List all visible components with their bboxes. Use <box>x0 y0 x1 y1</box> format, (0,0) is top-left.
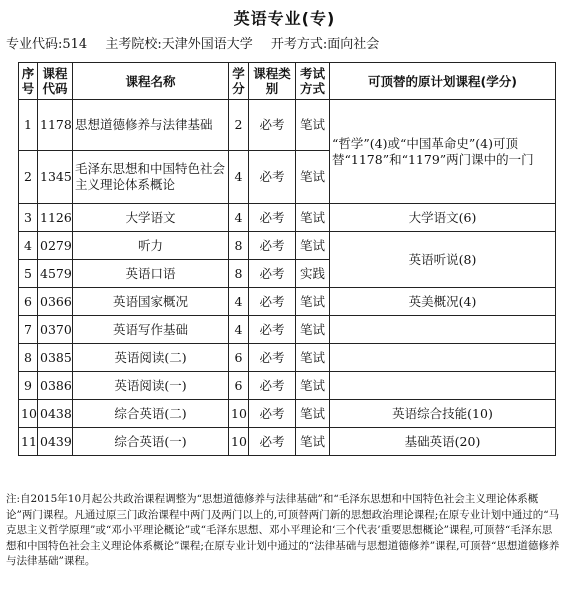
cell-code: 0385 <box>38 344 73 372</box>
major-code: 专业代码:514 <box>6 37 88 52</box>
cell-credit: 6 <box>229 344 249 372</box>
cell-credit: 10 <box>229 428 249 456</box>
table-header-row <box>19 63 556 100</box>
cell-exam: 笔试 <box>296 232 330 260</box>
cell-type: 必考 <box>249 372 296 400</box>
table-row <box>19 316 556 344</box>
footnote: 注:自2015年10月起公共政治课程调整为“思想道德修养与法律基础”和“毛泽东思想和中国特色社会主义理论体系概论”两门课程。凡通过原三门政治课程中两门及两门以上的,可顶替两门新的思想政治理论课程;在原专业计划中通过的“马克思主义哲学原理”或“邓小平理论概论”或“毛泽东思想、邓小平理论和‘三个代表’重要思想概论”课程,可顶替“毛泽东思想和中国特色社会主义理论体系概论”课程;在原专业计划中通过的“法律基础与思想道德修养”课程,可顶替“思想道德修养与法律基础”课程。 <box>6 493 560 567</box>
cell-seq: 7 <box>19 316 38 344</box>
cell-exam: 笔试 <box>296 428 330 456</box>
cell-name: 听力 <box>73 232 229 260</box>
col-header-replace: 可顶替的原计划课程(学分) <box>330 63 556 100</box>
cell-type: 必考 <box>249 428 296 456</box>
cell-replace: 英语综合技能(10) <box>330 400 556 428</box>
cell-credit: 4 <box>229 151 249 204</box>
table-row <box>19 232 556 260</box>
cell-seq: 5 <box>19 260 38 288</box>
cell-credit: 6 <box>229 372 249 400</box>
cell-code: 0366 <box>38 288 73 316</box>
cell-code: 1345 <box>38 151 73 204</box>
cell-type: 必考 <box>249 316 296 344</box>
cell-replace <box>330 344 556 372</box>
cell-exam: 笔试 <box>296 344 330 372</box>
major-info <box>6 33 393 52</box>
course-table <box>18 62 556 456</box>
cell-code: 0438 <box>38 400 73 428</box>
table-row <box>19 204 556 232</box>
cell-seq: 10 <box>19 400 38 428</box>
cell-name: 毛泽东思想和中国特色社会主义理论体系概论 <box>73 151 229 204</box>
cell-seq: 4 <box>19 232 38 260</box>
table-row <box>19 372 556 400</box>
cell-credit: 8 <box>229 260 249 288</box>
cell-credit: 10 <box>229 400 249 428</box>
cell-exam: 笔试 <box>296 100 330 151</box>
cell-replace: 大学语文(6) <box>330 204 556 232</box>
cell-type: 必考 <box>249 344 296 372</box>
col-header-seq: 序号 <box>19 63 38 100</box>
cell-replace: 英语听说(8) <box>330 232 556 288</box>
cell-name: 综合英语(一) <box>73 428 229 456</box>
col-header-name: 课程名称 <box>73 63 229 100</box>
cell-name: 英语口语 <box>73 260 229 288</box>
cell-name: 大学语文 <box>73 204 229 232</box>
cell-type: 必考 <box>249 260 296 288</box>
table-row <box>19 428 556 456</box>
exam-mode: 开考方式:面向社会 <box>270 37 380 52</box>
page-title: 英语专业(专) <box>233 9 336 28</box>
cell-exam: 笔试 <box>296 372 330 400</box>
cell-type: 必考 <box>249 204 296 232</box>
cell-credit: 4 <box>229 316 249 344</box>
cell-seq: 3 <box>19 204 38 232</box>
cell-credit: 8 <box>229 232 249 260</box>
cell-name: 英语国家概况 <box>73 288 229 316</box>
cell-name: 思想道德修养与法律基础 <box>73 100 229 151</box>
cell-replace: 英美概况(4) <box>330 288 556 316</box>
cell-type: 必考 <box>249 400 296 428</box>
col-header-exam: 考试方式 <box>296 63 330 100</box>
table-row <box>19 100 556 151</box>
cell-type: 必考 <box>249 288 296 316</box>
cell-seq: 1 <box>19 100 38 151</box>
cell-code: 0386 <box>38 372 73 400</box>
cell-exam: 笔试 <box>296 316 330 344</box>
cell-type: 必考 <box>249 100 296 151</box>
cell-seq: 2 <box>19 151 38 204</box>
cell-replace <box>330 372 556 400</box>
table-row <box>19 344 556 372</box>
cell-code: 1126 <box>38 204 73 232</box>
cell-code: 0279 <box>38 232 73 260</box>
cell-credit: 4 <box>229 288 249 316</box>
cell-seq: 11 <box>19 428 38 456</box>
cell-name: 英语阅读(二) <box>73 344 229 372</box>
col-header-type: 课程类别 <box>249 63 296 100</box>
col-header-code: 课程代码 <box>38 63 73 100</box>
col-header-credit: 学分 <box>229 63 249 100</box>
cell-credit: 4 <box>229 204 249 232</box>
cell-exam: 实践 <box>296 260 330 288</box>
cell-code: 0439 <box>38 428 73 456</box>
cell-credit: 2 <box>229 100 249 151</box>
cell-seq: 9 <box>19 372 38 400</box>
cell-exam: 笔试 <box>296 400 330 428</box>
cell-replace <box>330 316 556 344</box>
cell-exam: 笔试 <box>296 151 330 204</box>
cell-name: 英语写作基础 <box>73 316 229 344</box>
cell-name: 英语阅读(一) <box>73 372 229 400</box>
cell-code: 0370 <box>38 316 73 344</box>
cell-code: 4579 <box>38 260 73 288</box>
cell-type: 必考 <box>249 151 296 204</box>
table-row <box>19 400 556 428</box>
cell-replace: 基础英语(20) <box>330 428 556 456</box>
cell-replace: “哲学”(4)或“中国革命史”(4)可顶替“1178”和“1179”两门课中的一门 <box>330 100 556 204</box>
cell-seq: 8 <box>19 344 38 372</box>
cell-type: 必考 <box>249 232 296 260</box>
cell-exam: 笔试 <box>296 288 330 316</box>
cell-code: 1178 <box>38 100 73 151</box>
cell-exam: 笔试 <box>296 204 330 232</box>
cell-name: 综合英语(二) <box>73 400 229 428</box>
table-row <box>19 288 556 316</box>
exam-school: 主考院校:天津外国语大学 <box>105 37 253 52</box>
cell-seq: 6 <box>19 288 38 316</box>
